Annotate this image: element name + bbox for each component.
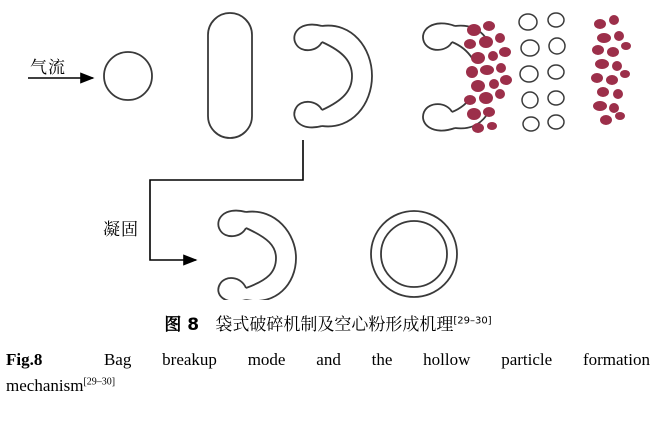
figure-caption [0, 300, 656, 400]
caption-chinese [0, 310, 656, 335]
stage-initial-droplet [104, 52, 152, 100]
solidify-label: 凝固 [103, 220, 139, 240]
caption-en-line2: mechanism [6, 376, 84, 396]
stage-flattened-droplet [208, 13, 252, 138]
caption-cn-text: 袋式破碎机制及空心粉形成机理 [215, 315, 454, 335]
stage-fragmented-droplets [519, 13, 631, 131]
caption-en-ref: [29–30] [83, 376, 116, 388]
caption-english [0, 347, 656, 400]
stage-bag-bursting [423, 21, 512, 133]
burst-particles [464, 21, 512, 133]
stage-solidified-shell [218, 211, 296, 300]
stage-hollow-particle [371, 211, 457, 297]
caption-cn-ref: [29–30] [453, 315, 492, 327]
airflow-label: 气流 [30, 58, 66, 78]
fragment-particles [591, 15, 631, 125]
solidify-connector [150, 140, 303, 260]
caption-cn-label: 图 8 [164, 315, 200, 335]
stage-bag-forming [294, 25, 372, 128]
caption-en-line1: Bag breakup mode and the hollow particle formation [103, 350, 651, 369]
caption-en-label: Fig.8 [6, 350, 43, 369]
